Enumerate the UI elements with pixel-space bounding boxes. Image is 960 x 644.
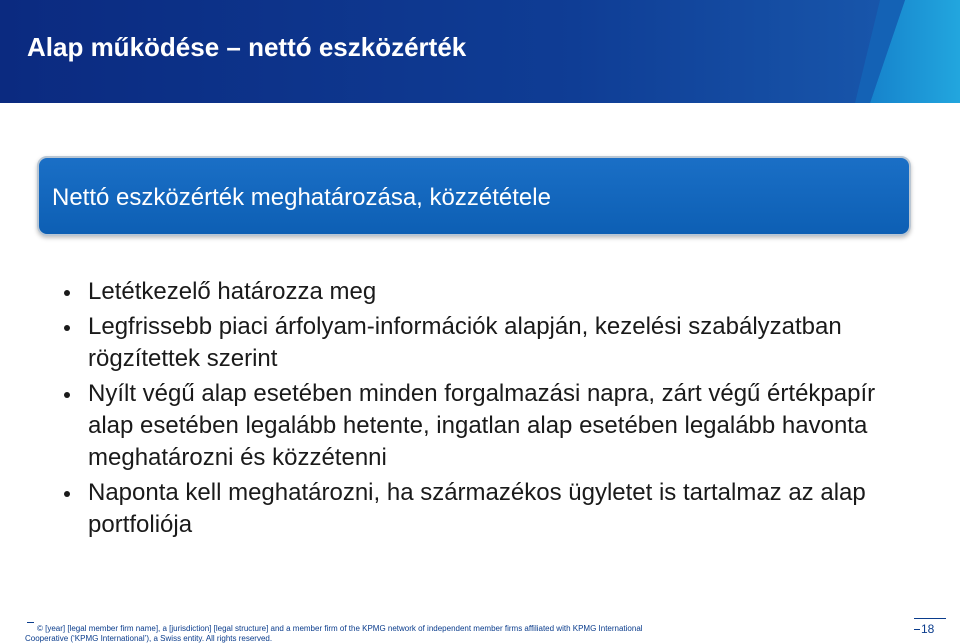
bullet-list bbox=[62, 276, 922, 544]
bullet-text: Nyílt végű alap esetében minden forgalmazási napra, zárt végű értékpapír alap esetében legalább hetente, ingatlan alap esetében legalább havonta meghatározni és közzétenni bbox=[88, 380, 876, 471]
page-number: 18 bbox=[921, 622, 935, 636]
slide-title: Alap működése – nettó eszközérték bbox=[27, 32, 467, 62]
bullet-text: Naponta kell meghatározni, ha származékos ügyletet is tartalmaz az alap portfoliója bbox=[88, 479, 866, 538]
section-heading-text: Nettó eszközérték meghatározása, közzététele bbox=[52, 184, 551, 211]
bullet-item bbox=[62, 477, 922, 541]
bullet-item bbox=[62, 378, 922, 474]
bullet-dot-icon bbox=[64, 392, 70, 398]
bullet-item bbox=[62, 311, 922, 375]
footer-rule bbox=[27, 622, 34, 623]
footer-line-1: © [year] [legal member firm name], a [jurisdiction] [legal structure] and a member firm of the KPMG network of independent member firms affiliated with KPMG International bbox=[37, 624, 643, 633]
bullet-dot-icon bbox=[64, 491, 70, 497]
bullet-item bbox=[62, 276, 922, 308]
bullet-text: Legfrissebb piaci árfolyam-információk alapján, kezelési szabályzatban rögzítettek szerint bbox=[88, 313, 842, 372]
bullet-dot-icon bbox=[64, 325, 70, 331]
footer-copyright bbox=[25, 624, 643, 644]
footer-line-2: Cooperative (‘KPMG International’), a Swiss entity. All rights reserved. bbox=[25, 634, 273, 643]
page-number-rule bbox=[914, 618, 946, 619]
page-number-dash bbox=[914, 629, 920, 630]
bullet-text: Letétkezelő határozza meg bbox=[88, 278, 377, 305]
section-heading-box bbox=[37, 156, 911, 236]
bullet-dot-icon bbox=[64, 290, 70, 296]
